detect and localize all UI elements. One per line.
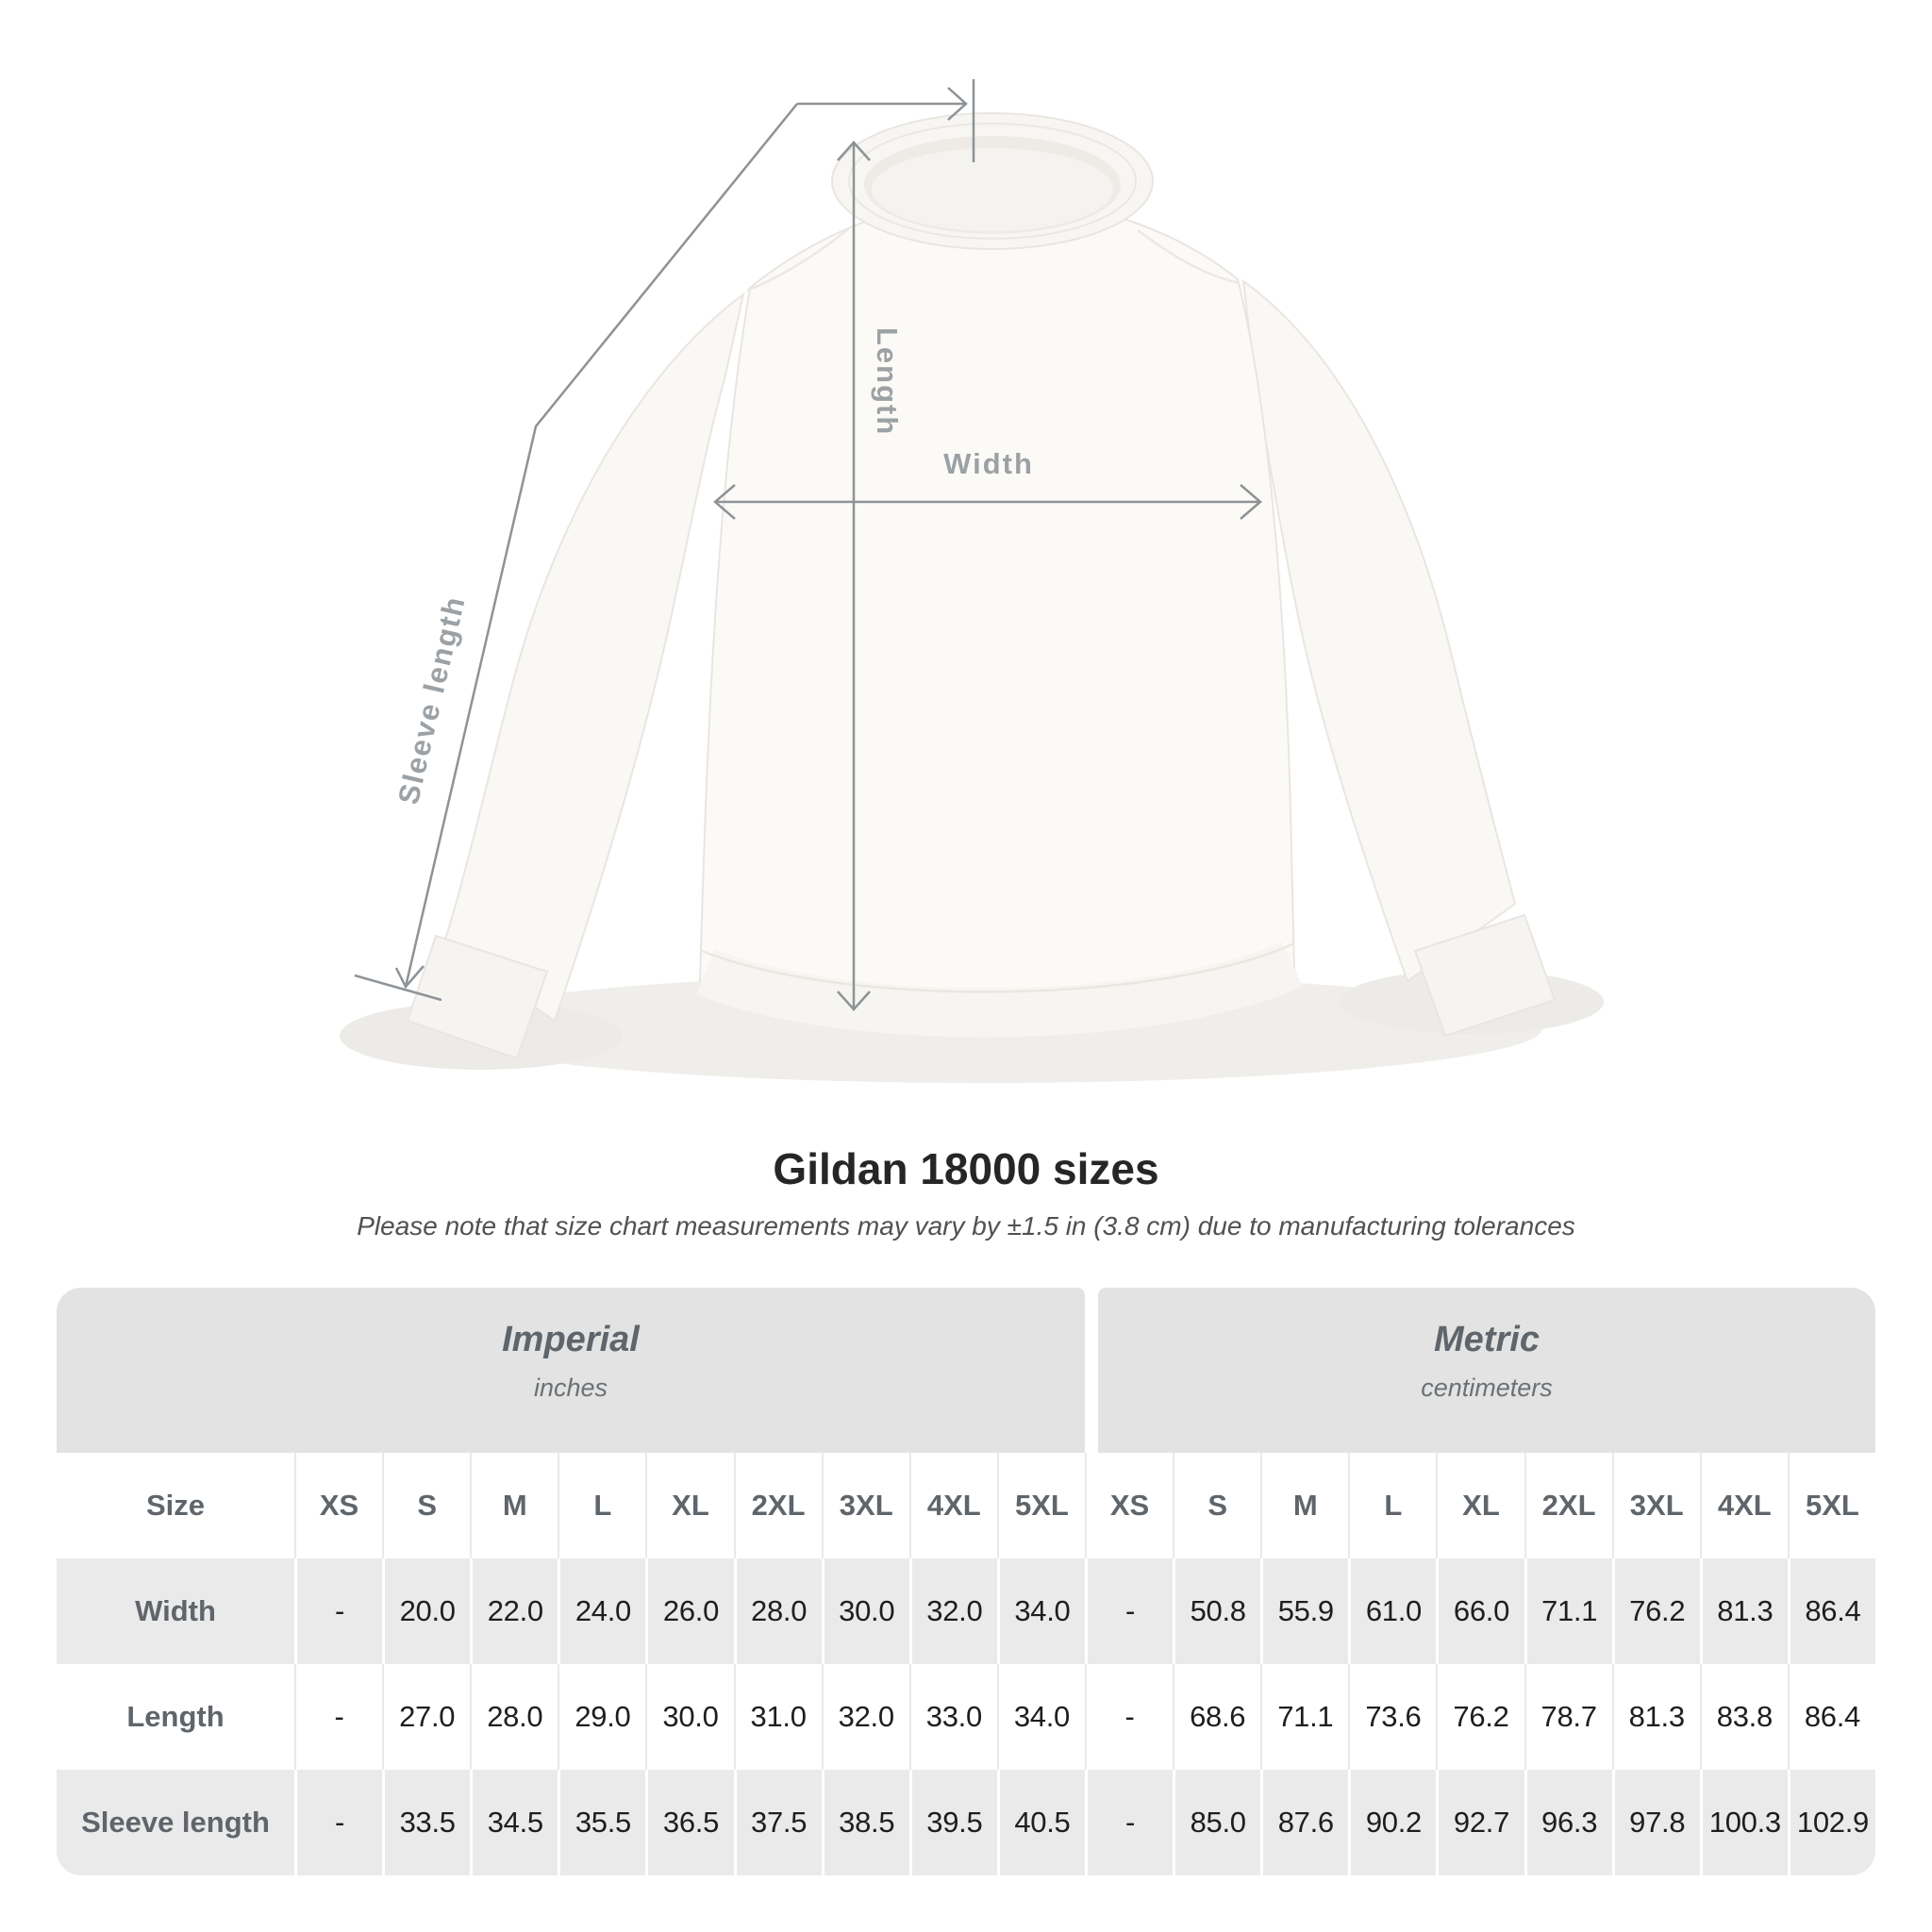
value-cell-metric: 71.1 bbox=[1524, 1558, 1612, 1664]
metric-label: Metric bbox=[1434, 1320, 1540, 1359]
value-cell-metric: - bbox=[1085, 1558, 1173, 1664]
value-cell-imperial: - bbox=[294, 1558, 382, 1664]
value-cell-imperial: 26.0 bbox=[645, 1558, 733, 1664]
value-cell-metric: 76.2 bbox=[1612, 1558, 1700, 1664]
size-header-metric-5xl: 5XL bbox=[1788, 1453, 1875, 1558]
size-header-metric-xl: XL bbox=[1436, 1453, 1524, 1558]
value-cell-imperial: 32.0 bbox=[909, 1558, 997, 1664]
value-cell-imperial: 31.0 bbox=[734, 1664, 822, 1770]
value-cell-imperial: 22.0 bbox=[470, 1558, 558, 1664]
page-subtitle: Please note that size chart measurements may vary by ±1.5 in (3.8 cm) due to manufacturing tolerances bbox=[357, 1211, 1575, 1241]
value-cell-metric: 102.9 bbox=[1788, 1770, 1875, 1875]
value-cell-metric: 83.8 bbox=[1700, 1664, 1788, 1770]
width-label: Width bbox=[943, 447, 1034, 480]
left-sleeve bbox=[443, 294, 743, 1021]
value-cell-metric: - bbox=[1085, 1770, 1173, 1875]
value-cell-imperial: 30.0 bbox=[645, 1664, 733, 1770]
row-label: Length bbox=[126, 1700, 225, 1733]
value-cell-metric: 68.6 bbox=[1173, 1664, 1260, 1770]
value-cell-metric: 96.3 bbox=[1524, 1770, 1612, 1875]
row-label: Sleeve length bbox=[81, 1806, 270, 1839]
value-cell-imperial: 27.0 bbox=[382, 1664, 470, 1770]
table-row-width bbox=[57, 1558, 1875, 1664]
table-body bbox=[57, 1558, 1875, 1875]
value-cell-metric: 55.9 bbox=[1260, 1558, 1348, 1664]
unit-header-metric bbox=[1098, 1288, 1875, 1453]
value-cell-metric: 87.6 bbox=[1260, 1770, 1348, 1875]
value-cell-imperial: 38.5 bbox=[822, 1770, 909, 1875]
imperial-sublabel: inches bbox=[533, 1374, 608, 1402]
value-cell-imperial: 34.5 bbox=[470, 1770, 558, 1875]
size-header-metric-2xl: 2XL bbox=[1524, 1453, 1612, 1558]
size-header-row bbox=[57, 1453, 1875, 1558]
value-cell-imperial: 32.0 bbox=[822, 1664, 909, 1770]
size-header-imperial-xl: XL bbox=[645, 1453, 733, 1558]
size-table bbox=[57, 1288, 1875, 1875]
value-cell-imperial: 28.0 bbox=[734, 1558, 822, 1664]
value-cell-metric: 73.6 bbox=[1348, 1664, 1436, 1770]
size-header-imperial-4xl: 4XL bbox=[909, 1453, 997, 1558]
value-cell-imperial: 37.5 bbox=[734, 1770, 822, 1875]
size-header-metric-l: L bbox=[1348, 1453, 1436, 1558]
imperial-label: Imperial bbox=[502, 1320, 640, 1359]
value-cell-metric: 97.8 bbox=[1612, 1770, 1700, 1875]
value-cell-metric: 71.1 bbox=[1260, 1664, 1348, 1770]
metric-sublabel: centimeters bbox=[1421, 1374, 1553, 1402]
value-cell-imperial: 24.0 bbox=[558, 1558, 645, 1664]
value-cell-metric: 61.0 bbox=[1348, 1558, 1436, 1664]
value-cell-metric: 85.0 bbox=[1173, 1770, 1260, 1875]
value-cell-imperial: 33.0 bbox=[909, 1664, 997, 1770]
value-cell-imperial: 39.5 bbox=[909, 1770, 997, 1875]
unit-header-imperial bbox=[57, 1288, 1085, 1453]
value-cell-imperial: - bbox=[294, 1664, 382, 1770]
length-label: Length bbox=[871, 327, 904, 437]
value-cell-imperial: 29.0 bbox=[558, 1664, 645, 1770]
size-header-imperial-l: L bbox=[558, 1453, 645, 1558]
value-cell-imperial: 40.5 bbox=[997, 1770, 1085, 1875]
size-header-imperial-xs: XS bbox=[294, 1453, 382, 1558]
size-column-header: Size bbox=[145, 1489, 206, 1522]
size-header-metric-s: S bbox=[1173, 1453, 1260, 1558]
value-cell-metric: 86.4 bbox=[1788, 1558, 1875, 1664]
collar-inner bbox=[872, 148, 1113, 231]
size-header-metric-xs: XS bbox=[1085, 1453, 1173, 1558]
value-cell-metric: 100.3 bbox=[1700, 1770, 1788, 1875]
unit-headers bbox=[57, 1288, 1875, 1453]
sweatshirt-illustration bbox=[408, 113, 1555, 1058]
body bbox=[700, 198, 1294, 1021]
value-cell-imperial: 28.0 bbox=[470, 1664, 558, 1770]
sleeve-length-label: Sleeve length bbox=[391, 591, 472, 808]
value-cell-imperial: 30.0 bbox=[822, 1558, 909, 1664]
value-cell-imperial: 36.5 bbox=[645, 1770, 733, 1875]
value-cell-imperial: 20.0 bbox=[382, 1558, 470, 1664]
value-cell-metric: 92.7 bbox=[1436, 1770, 1524, 1875]
table-row-sleeve-length bbox=[57, 1770, 1875, 1875]
value-cell-imperial: 34.0 bbox=[997, 1664, 1085, 1770]
value-cell-metric: 90.2 bbox=[1348, 1770, 1436, 1875]
value-cell-metric: 66.0 bbox=[1436, 1558, 1524, 1664]
value-cell-imperial: - bbox=[294, 1770, 382, 1875]
value-cell-imperial: 34.0 bbox=[997, 1558, 1085, 1664]
size-header-metric-3xl: 3XL bbox=[1612, 1453, 1700, 1558]
size-header-imperial-5xl: 5XL bbox=[997, 1453, 1085, 1558]
value-cell-metric: 76.2 bbox=[1436, 1664, 1524, 1770]
table-row-length bbox=[57, 1664, 1875, 1770]
value-cell-metric: 78.7 bbox=[1524, 1664, 1612, 1770]
value-cell-metric: - bbox=[1085, 1664, 1173, 1770]
value-cell-metric: 50.8 bbox=[1173, 1558, 1260, 1664]
value-cell-metric: 81.3 bbox=[1612, 1664, 1700, 1770]
page-title: Gildan 18000 sizes bbox=[773, 1144, 1159, 1193]
size-header-metric-4xl: 4XL bbox=[1700, 1453, 1788, 1558]
size-header-imperial-3xl: 3XL bbox=[822, 1453, 909, 1558]
size-header-metric-m: M bbox=[1260, 1453, 1348, 1558]
row-label: Width bbox=[135, 1594, 216, 1627]
value-cell-imperial: 35.5 bbox=[558, 1770, 645, 1875]
value-cell-imperial: 33.5 bbox=[382, 1770, 470, 1875]
size-header-imperial-2xl: 2XL bbox=[734, 1453, 822, 1558]
size-header-imperial-m: M bbox=[470, 1453, 558, 1558]
size-header-imperial-s: S bbox=[382, 1453, 470, 1558]
value-cell-metric: 86.4 bbox=[1788, 1664, 1875, 1770]
value-cell-metric: 81.3 bbox=[1700, 1558, 1788, 1664]
